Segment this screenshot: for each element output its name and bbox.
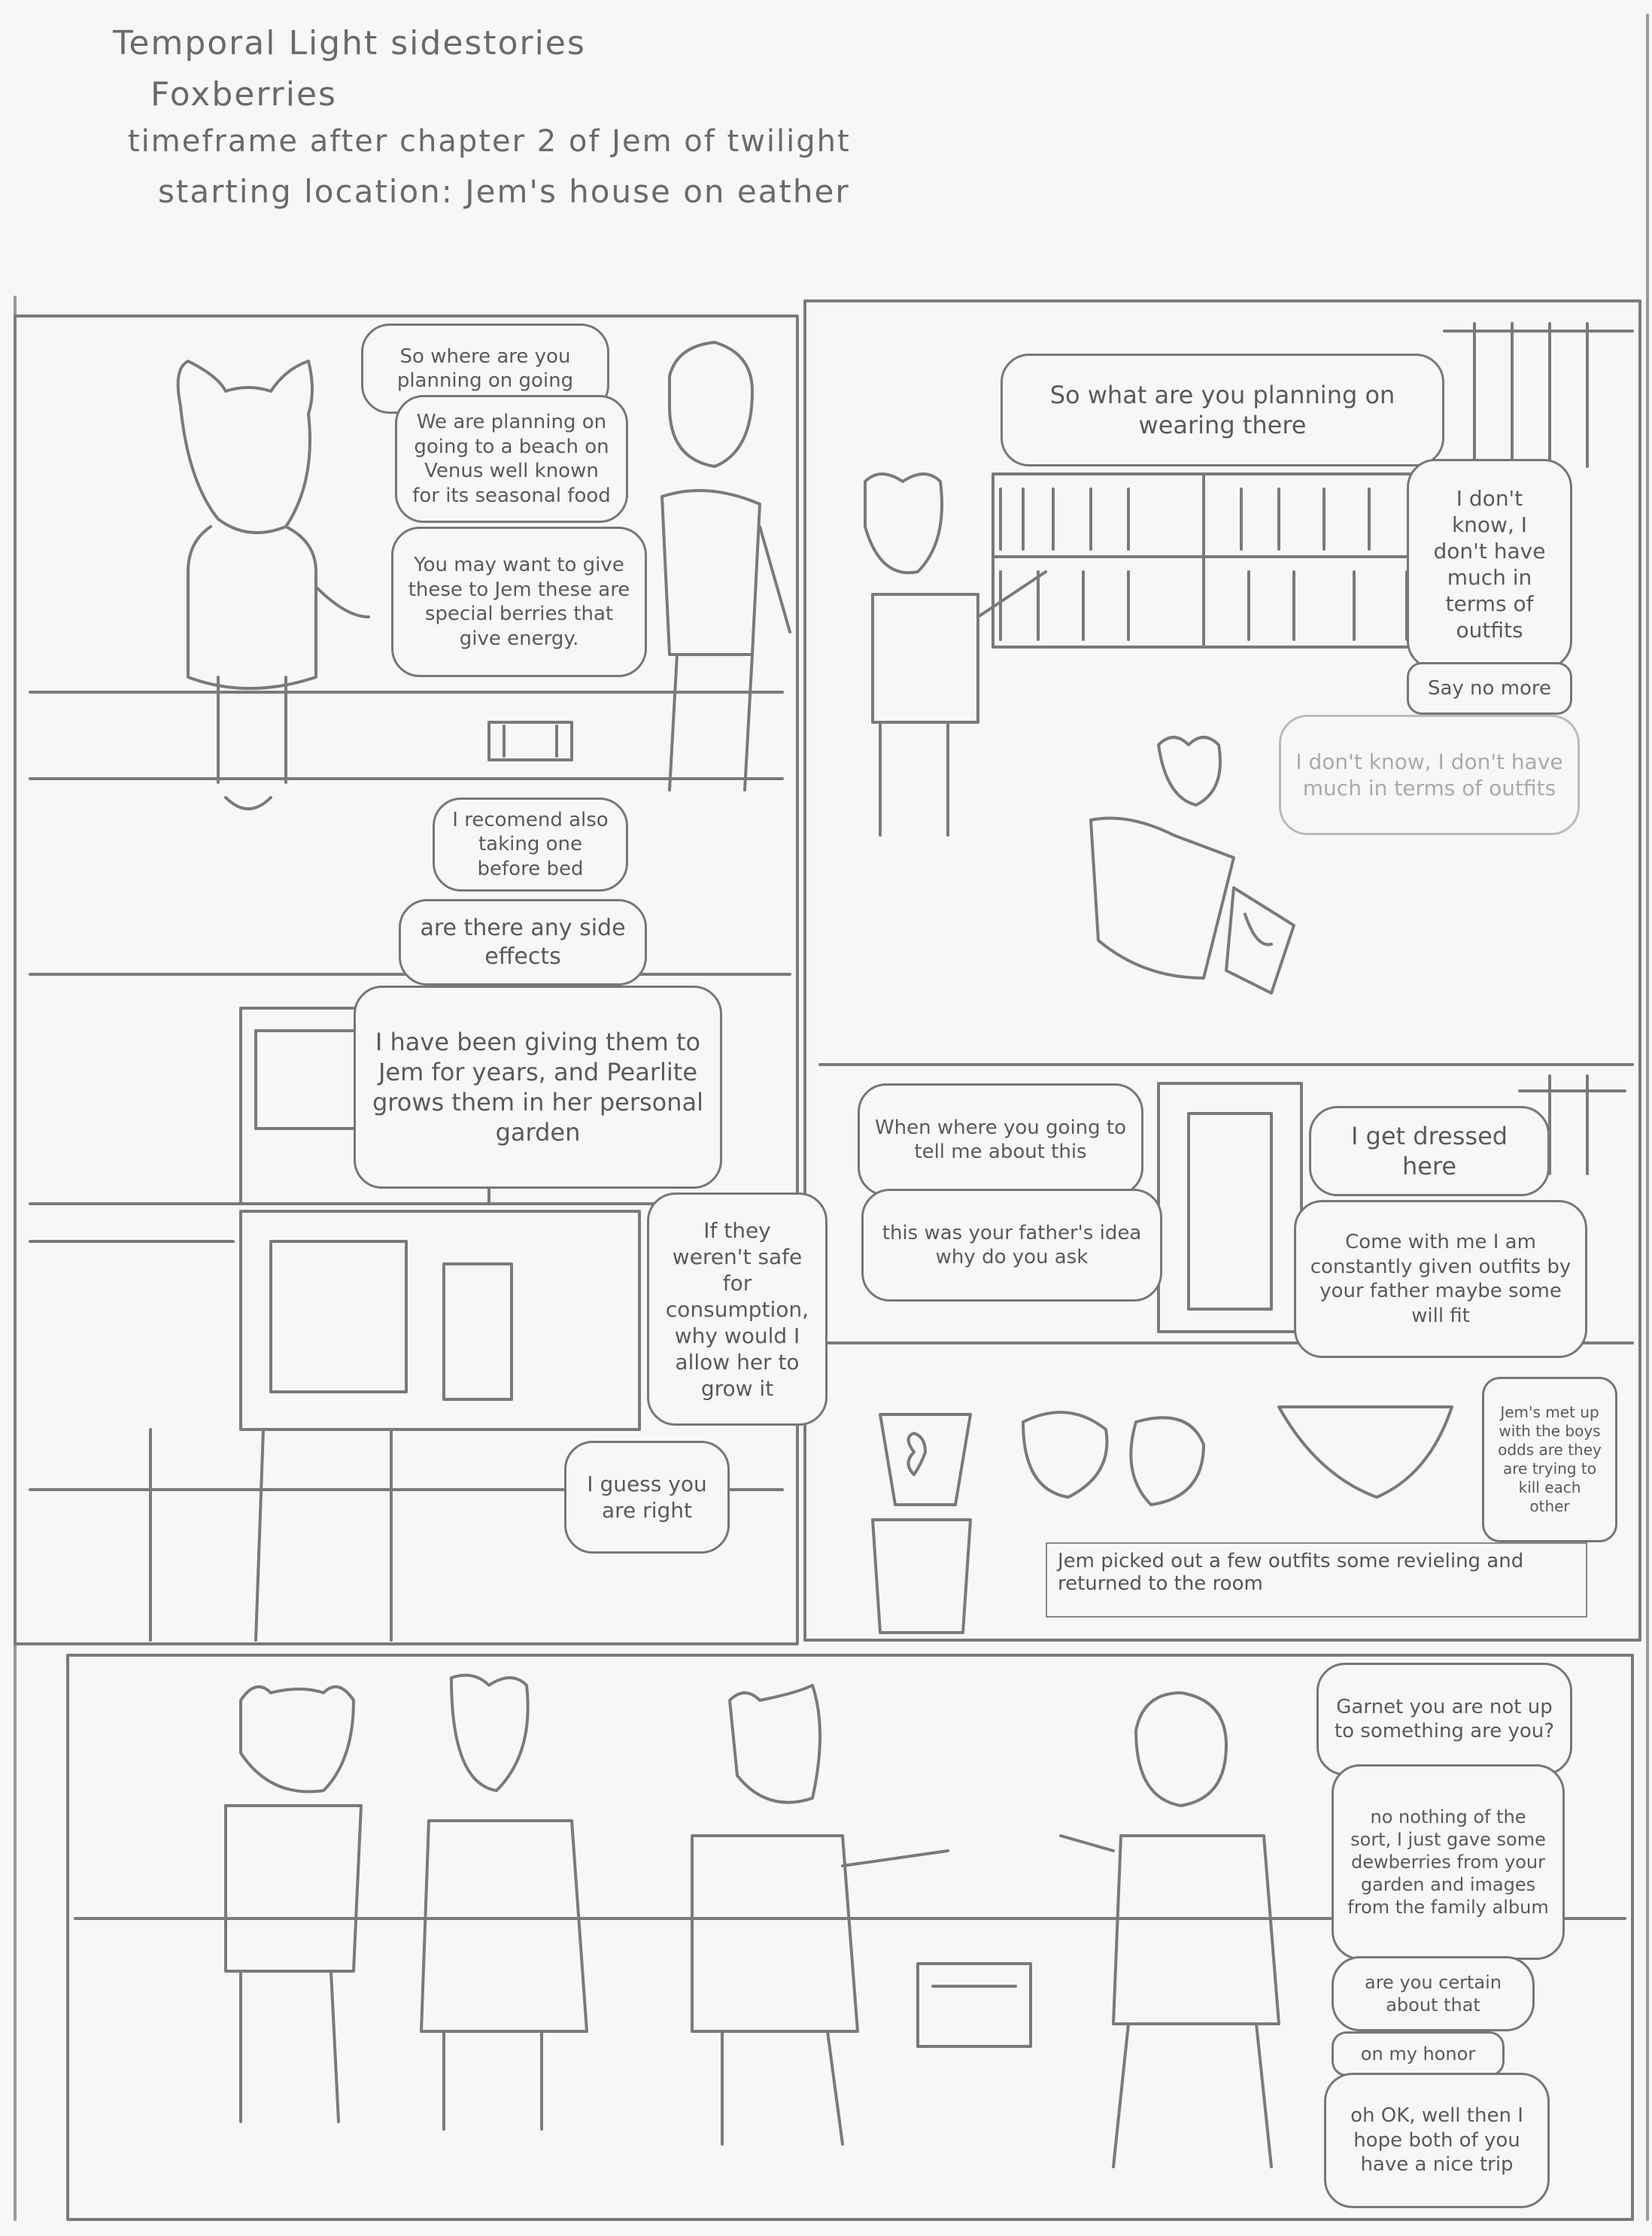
panel2-bubble-thought: I don't know, I don't have much in terms of outfits — [1279, 715, 1580, 835]
panel6-bubble-honor: on my honor — [1332, 2031, 1505, 2077]
panel5-caption: Jem picked out a few outfits some revieling and returned to the room — [1046, 1542, 1587, 1618]
panel1-bubble-beach: We are planning on going to a beach on Venus well known for its seasonal food — [395, 395, 628, 523]
panel5-side-note: Jem's met up with the boys odds are they are trying to kill each other — [1482, 1377, 1617, 1542]
panel4-bubble-get-dressed: I get dressed here — [1309, 1106, 1550, 1196]
panel3-bubble-side-effects: are there any side effects — [399, 899, 647, 986]
panel1-bubble-question: So where are you planning on going — [361, 324, 609, 414]
panel1-bubble-berries: You may want to give these to Jem these are special berries that give energy. — [391, 527, 647, 677]
panel3-bubble-years: I have been giving them to Jem for years, and Pearlite grows them in her personal garden — [354, 986, 722, 1189]
story-title: Foxberries — [150, 75, 337, 114]
panel4-bubble-fathers-idea: this was your father's idea why do you ask — [861, 1189, 1162, 1302]
location-note: starting location: Jem's house on eather — [158, 173, 850, 210]
panel6-bubble-nice-trip: oh OK, well then I hope both of you have a nice trip — [1324, 2073, 1550, 2208]
panel2-bubble-dont-know: I don't know, I don't have much in terms of outfits — [1407, 459, 1572, 670]
panel2-bubble-say-no-more: Say no more — [1407, 662, 1572, 715]
panel1-bubble-recommend: I recomend also taking one before bed — [433, 797, 628, 892]
panel4-bubble-come-with-me: Come with me I am constantly given outfits by your father maybe some will fit — [1294, 1200, 1587, 1358]
panel3-bubble-agree: I guess you are right — [564, 1441, 730, 1554]
panel6-bubble-nothing: no nothing of the sort, I just gave some dewberries from your garden and images from the family album — [1332, 1764, 1565, 1960]
panel4-bubble-when: When where you going to tell me about this — [858, 1083, 1143, 1196]
panel3-bubble-safe: If they weren't safe for consumption, why would I allow her to grow it — [647, 1192, 828, 1426]
panel6-bubble-up-to-something: Garnet you are not up to something are you? — [1316, 1663, 1572, 1776]
series-title: Temporal Light sidestories — [113, 24, 586, 62]
panel6-bubble-certain: are you certain about that — [1332, 1956, 1535, 2031]
timeframe-note: timeframe after chapter 2 of Jem of twilight — [128, 124, 851, 159]
panel2-bubble-wearing: So what are you planning on wearing there — [1001, 354, 1444, 466]
